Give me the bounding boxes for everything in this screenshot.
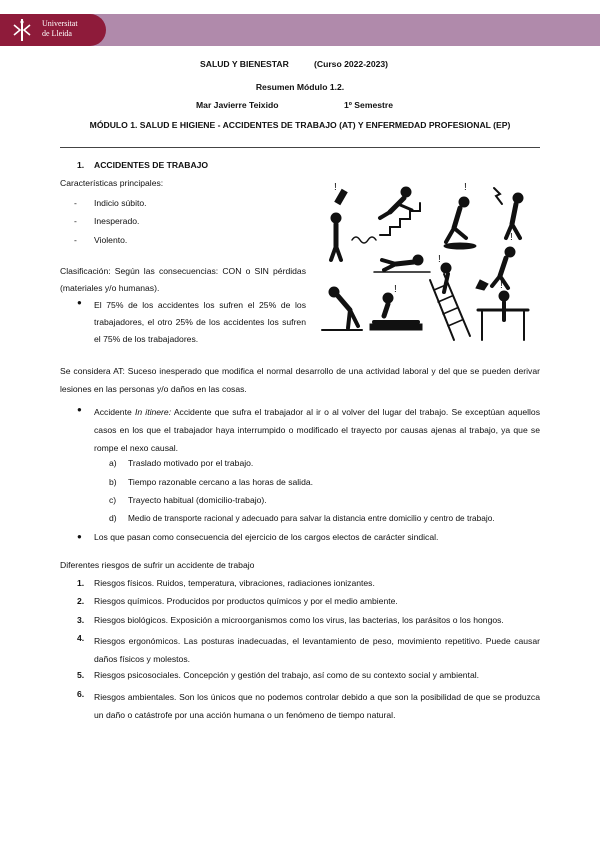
risk-item: Riesgos ergonómicos. Las posturas inadecuadas, el levantamiento de peso, movimiento repetitivo. Puede causar daños físicos y molestos.: [94, 636, 540, 664]
itinere-item: Tiempo razonable cercano a las horas de salida.: [128, 477, 314, 487]
course-title: SALUD Y BIENESTAR: [200, 59, 289, 69]
section-heading: ACCIDENTES DE TRABAJO: [94, 160, 209, 170]
itinere-prefix: Accidente: [94, 407, 132, 417]
risk-number: 2.: [77, 596, 85, 606]
list-marker: d): [109, 513, 117, 523]
risk-item: Riesgos físicos. Ruidos, temperatura, vibraciones, radiaciones ionizantes.: [94, 578, 375, 588]
characteristic-item: Indicio súbito.: [94, 198, 147, 208]
summary-title: Resumen Módulo 1.2.: [255, 82, 345, 92]
unconscious-person-icon: [374, 255, 430, 272]
dash-marker: -: [74, 235, 77, 245]
risk-item: Riesgos psicosociales. Concepción y gestión del trabajo, así como de su contexto social y ambiental.: [94, 670, 480, 680]
fall-into-hole-icon: [370, 284, 422, 330]
stairs-fall-icon: [380, 187, 420, 235]
itinere-text: Accidente que sufra el trabajador al ir o al volver del lugar del trabajo. Se exceptúan aquellos casos en los que el trabajador haya interrumpido o modificado el trayecto por causas ajenas al trabajo, ya que se rompe el nexo causal.: [94, 407, 541, 453]
course-year: (Curso 2022-2023): [314, 59, 389, 69]
list-marker: a): [109, 458, 117, 468]
svg-text:!: !: [394, 284, 397, 295]
falling-object-icon: [331, 182, 376, 260]
characteristic-item: Violento.: [94, 235, 128, 245]
statistic-text: El 75% de los accidentes los sufren el 25% de los trabajadores, el otro 25% de los accidentes los sufren el 75% de los trabajadores.: [94, 300, 306, 344]
university-logo: [0, 14, 106, 46]
trip-fall-icon: [322, 287, 362, 330]
module-title: MÓDULO 1. SALUD E HIGIENE - ACCIDENTES DE TRABAJO (AT) Y ENFERMEDAD PROFESIONAL (EP): [89, 120, 511, 130]
risk-item: Riesgos químicos. Producidos por productos químicos y por el medio ambiente.: [94, 596, 398, 606]
svg-text:!: !: [334, 182, 337, 193]
svg-text:!: !: [500, 280, 503, 291]
risk-number: 3.: [77, 615, 85, 625]
risk-item: Riesgos biológicos. Exposición a microorganismos como los virus, las bacterias, los parásitos o los hongos.: [94, 615, 504, 625]
risk-number: 1.: [77, 578, 85, 588]
svg-text:!: !: [438, 254, 441, 265]
fall-from-height-icon: [478, 280, 528, 340]
divider: [60, 147, 540, 148]
ladder-fall-icon: [430, 254, 470, 340]
dash-marker: -: [74, 216, 77, 226]
author: Mar Javierre Teixido: [196, 100, 279, 110]
list-marker: b): [109, 477, 117, 487]
electric-shock-icon: [494, 188, 523, 238]
characteristics-heading: Características principales:: [60, 178, 164, 188]
svg-text:!: !: [464, 182, 467, 193]
characteristic-item: Inesperado.: [94, 216, 140, 226]
risk-number: 4.: [77, 633, 85, 643]
itinere-paragraph: [94, 403, 540, 457]
at-definition: Se considera AT: Suceso inesperado que modifica el normal desarrollo de una actividad laboral y del que se pueden derivar lesiones en las personas y/o daños en las cosas.: [60, 366, 540, 394]
semester: 1º Semestre: [344, 100, 394, 110]
sindical-text: Los que pasan como consecuencia del ejercicio de los cargos electos de carácter sindical.: [94, 532, 439, 542]
bullet-icon: ●: [77, 298, 82, 307]
logo-line2: de Lleida: [42, 29, 72, 38]
list-marker: c): [109, 495, 117, 505]
risk-item: Riesgos ambientales. Son los únicos que no podemos controlar debido a que son la posibilidad de que se produzca un daño o catástrofe por una acción humana o un fenómeno de tiempo natural.: [94, 692, 540, 720]
section-number: 1.: [77, 160, 85, 170]
itinere-item: Medio de transporte racional y adecuado para salvar la distancia entre domicilio y centro de trabajo.: [128, 513, 495, 523]
hit-by-object-icon: [476, 232, 515, 290]
risk-number: 5.: [77, 670, 85, 680]
itinere-term: In itinere:: [134, 407, 172, 417]
accident-pictograms-illustration: [314, 180, 534, 350]
risk-number: 6.: [77, 689, 85, 699]
university-crest-icon: [12, 19, 32, 41]
logo-line1: Universitat: [42, 19, 78, 28]
itinere-item: Traslado motivado por el trabajo.: [128, 458, 254, 468]
risks-heading: Diferentes riesgos de sufrir un accidente de trabajo: [60, 560, 255, 570]
svg-text:!: !: [510, 232, 513, 243]
dash-marker: -: [74, 198, 77, 208]
classification-text: Clasificación: Según las consecuencias: CON o SIN pérdidas (materiales y/o humanas).: [60, 266, 306, 293]
itinere-item: Trayecto habitual (domicilio-trabajo).: [128, 495, 267, 505]
bullet-icon: ●: [77, 532, 82, 541]
slip-fall-icon: [444, 182, 476, 249]
bullet-icon: ●: [77, 405, 82, 414]
